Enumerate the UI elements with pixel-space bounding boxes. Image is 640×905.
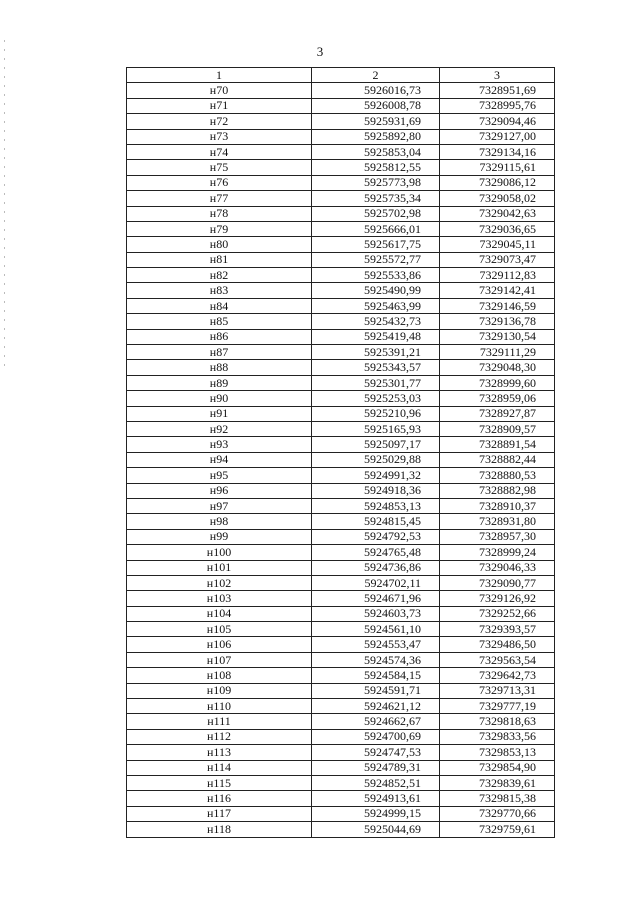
point-id-cell: н90 [127, 391, 312, 406]
table-row [127, 806, 555, 821]
y-coordinate-cell: 7329042,63 [440, 206, 555, 221]
point-id-cell: н107 [127, 652, 312, 667]
point-id-cell: н96 [127, 483, 312, 498]
x-coordinate-cell: 5925343,57 [312, 360, 440, 375]
x-coordinate-cell: 5924792,53 [312, 529, 440, 544]
table-row [127, 760, 555, 775]
point-id-cell: н116 [127, 791, 312, 806]
x-coordinate-cell: 5924662,67 [312, 714, 440, 729]
table-row [127, 437, 555, 452]
x-coordinate-cell: 5925735,34 [312, 191, 440, 206]
table-row [127, 237, 555, 252]
point-id-cell: н71 [127, 98, 312, 113]
y-coordinate-cell: 7329833,56 [440, 729, 555, 744]
table-row [127, 545, 555, 560]
x-coordinate-cell: 5925812,55 [312, 160, 440, 175]
table-row [127, 652, 555, 667]
y-coordinate-cell: 7329818,63 [440, 714, 555, 729]
x-coordinate-cell: 5925097,17 [312, 437, 440, 452]
y-coordinate-cell: 7329045,11 [440, 237, 555, 252]
point-id-cell: н106 [127, 637, 312, 652]
y-coordinate-cell: 7328927,87 [440, 406, 555, 421]
table-row [127, 221, 555, 236]
table-row [127, 714, 555, 729]
margin-scan-mark [4, 40, 5, 370]
point-id-cell: н108 [127, 668, 312, 683]
coordinates-table [126, 67, 555, 838]
x-coordinate-cell: 5924991,32 [312, 468, 440, 483]
table-row [127, 421, 555, 436]
x-coordinate-cell: 5925853,04 [312, 144, 440, 159]
point-id-cell: н103 [127, 591, 312, 606]
y-coordinate-cell: 7329146,59 [440, 298, 555, 313]
header-col-3: 3 [440, 68, 555, 83]
point-id-cell: н74 [127, 144, 312, 159]
point-id-cell: н110 [127, 699, 312, 714]
x-coordinate-cell: 5924765,48 [312, 545, 440, 560]
table-header-row [127, 68, 555, 83]
x-coordinate-cell: 5925572,77 [312, 252, 440, 267]
point-id-cell: н88 [127, 360, 312, 375]
y-coordinate-cell: 7328882,44 [440, 452, 555, 467]
y-coordinate-cell: 7329094,46 [440, 114, 555, 129]
y-coordinate-cell: 7329126,92 [440, 591, 555, 606]
x-coordinate-cell: 5924574,36 [312, 652, 440, 667]
y-coordinate-cell: 7329777,19 [440, 699, 555, 714]
y-coordinate-cell: 7328999,60 [440, 375, 555, 390]
point-id-cell: н93 [127, 437, 312, 452]
x-coordinate-cell: 5925931,69 [312, 114, 440, 129]
point-id-cell: н76 [127, 175, 312, 190]
y-coordinate-cell: 7329136,78 [440, 314, 555, 329]
y-coordinate-cell: 7329115,61 [440, 160, 555, 175]
point-id-cell: н109 [127, 683, 312, 698]
table-row [127, 498, 555, 513]
x-coordinate-cell: 5924621,12 [312, 699, 440, 714]
table-row [127, 391, 555, 406]
table-row [127, 529, 555, 544]
y-coordinate-cell: 7329853,13 [440, 745, 555, 760]
point-id-cell: н73 [127, 129, 312, 144]
x-coordinate-cell: 5924603,73 [312, 606, 440, 621]
point-id-cell: н117 [127, 806, 312, 821]
table-row [127, 822, 555, 837]
x-coordinate-cell: 5924584,15 [312, 668, 440, 683]
point-id-cell: н83 [127, 283, 312, 298]
y-coordinate-cell: 7329815,38 [440, 791, 555, 806]
x-coordinate-cell: 5926008,78 [312, 98, 440, 113]
x-coordinate-cell: 5925165,93 [312, 421, 440, 436]
table-row [127, 668, 555, 683]
table-row [127, 622, 555, 637]
point-id-cell: н87 [127, 345, 312, 360]
y-coordinate-cell: 7329142,41 [440, 283, 555, 298]
x-coordinate-cell: 5925892,80 [312, 129, 440, 144]
point-id-cell: н92 [127, 421, 312, 436]
table-row [127, 452, 555, 467]
point-id-cell: н100 [127, 545, 312, 560]
point-id-cell: н104 [127, 606, 312, 621]
x-coordinate-cell: 5925432,73 [312, 314, 440, 329]
x-coordinate-cell: 5925490,99 [312, 283, 440, 298]
table-row [127, 175, 555, 190]
table-row [127, 775, 555, 790]
y-coordinate-cell: 7329134,16 [440, 144, 555, 159]
x-coordinate-cell: 5924789,31 [312, 760, 440, 775]
x-coordinate-cell: 5924736,86 [312, 560, 440, 575]
y-coordinate-cell: 7328951,69 [440, 83, 555, 98]
x-coordinate-cell: 5925773,98 [312, 175, 440, 190]
x-coordinate-cell: 5925533,86 [312, 268, 440, 283]
y-coordinate-cell: 7329252,66 [440, 606, 555, 621]
table-row [127, 252, 555, 267]
y-coordinate-cell: 7329854,90 [440, 760, 555, 775]
y-coordinate-cell: 7328931,80 [440, 514, 555, 529]
y-coordinate-cell: 7329759,61 [440, 822, 555, 837]
x-coordinate-cell: 5924671,96 [312, 591, 440, 606]
table-row [127, 360, 555, 375]
y-coordinate-cell: 7329563,54 [440, 652, 555, 667]
point-id-cell: н118 [127, 822, 312, 837]
point-id-cell: н78 [127, 206, 312, 221]
point-id-cell: н114 [127, 760, 312, 775]
x-coordinate-cell: 5925301,77 [312, 375, 440, 390]
point-id-cell: н82 [127, 268, 312, 283]
y-coordinate-cell: 7328999,24 [440, 545, 555, 560]
table-row [127, 98, 555, 113]
table-row [127, 144, 555, 159]
table-row [127, 791, 555, 806]
y-coordinate-cell: 7329036,65 [440, 221, 555, 236]
y-coordinate-cell: 7329058,02 [440, 191, 555, 206]
table-row [127, 468, 555, 483]
point-id-cell: н84 [127, 298, 312, 313]
table-row [127, 283, 555, 298]
table-body [127, 83, 555, 837]
y-coordinate-cell: 7329090,77 [440, 575, 555, 590]
table-row [127, 591, 555, 606]
point-id-cell: н97 [127, 498, 312, 513]
table-row [127, 191, 555, 206]
table-row [127, 83, 555, 98]
table-row [127, 345, 555, 360]
table-row [127, 298, 555, 313]
x-coordinate-cell: 5925044,69 [312, 822, 440, 837]
table-row [127, 560, 555, 575]
point-id-cell: н89 [127, 375, 312, 390]
x-coordinate-cell: 5924591,71 [312, 683, 440, 698]
point-id-cell: н115 [127, 775, 312, 790]
page-number: 3 [316, 44, 324, 59]
y-coordinate-cell: 7328910,37 [440, 498, 555, 513]
point-id-cell: н101 [127, 560, 312, 575]
table-row [127, 575, 555, 590]
x-coordinate-cell: 5925702,98 [312, 206, 440, 221]
x-coordinate-cell: 5924561,10 [312, 622, 440, 637]
x-coordinate-cell: 5924853,13 [312, 498, 440, 513]
x-coordinate-cell: 5924702,11 [312, 575, 440, 590]
header-col-1: 1 [127, 68, 312, 83]
x-coordinate-cell: 5924918,36 [312, 483, 440, 498]
point-id-cell: н98 [127, 514, 312, 529]
y-coordinate-cell: 7328995,76 [440, 98, 555, 113]
point-id-cell: н111 [127, 714, 312, 729]
table-row [127, 406, 555, 421]
y-coordinate-cell: 7329130,54 [440, 329, 555, 344]
y-coordinate-cell: 7328891,54 [440, 437, 555, 452]
y-coordinate-cell: 7329086,12 [440, 175, 555, 190]
x-coordinate-cell: 5925210,96 [312, 406, 440, 421]
point-id-cell: н112 [127, 729, 312, 744]
x-coordinate-cell: 5924700,69 [312, 729, 440, 744]
y-coordinate-cell: 7329073,47 [440, 252, 555, 267]
y-coordinate-cell: 7329713,31 [440, 683, 555, 698]
point-id-cell: н86 [127, 329, 312, 344]
x-coordinate-cell: 5924999,15 [312, 806, 440, 821]
x-coordinate-cell: 5925029,88 [312, 452, 440, 467]
point-id-cell: н94 [127, 452, 312, 467]
table-row [127, 160, 555, 175]
y-coordinate-cell: 7329770,66 [440, 806, 555, 821]
point-id-cell: н105 [127, 622, 312, 637]
y-coordinate-cell: 7329839,61 [440, 775, 555, 790]
table-row [127, 375, 555, 390]
y-coordinate-cell: 7328957,30 [440, 529, 555, 544]
table-row [127, 206, 555, 221]
table-row [127, 699, 555, 714]
point-id-cell: н70 [127, 83, 312, 98]
point-id-cell: н113 [127, 745, 312, 760]
x-coordinate-cell: 5925463,99 [312, 298, 440, 313]
header-col-2: 2 [312, 68, 440, 83]
table-row [127, 514, 555, 529]
point-id-cell: н95 [127, 468, 312, 483]
x-coordinate-cell: 5925617,75 [312, 237, 440, 252]
x-coordinate-cell: 5925253,03 [312, 391, 440, 406]
x-coordinate-cell: 5925391,21 [312, 345, 440, 360]
point-id-cell: н80 [127, 237, 312, 252]
table-row [127, 637, 555, 652]
x-coordinate-cell: 5924852,51 [312, 775, 440, 790]
y-coordinate-cell: 7328880,53 [440, 468, 555, 483]
y-coordinate-cell: 7329393,57 [440, 622, 555, 637]
point-id-cell: н75 [127, 160, 312, 175]
table-row [127, 268, 555, 283]
table-row [127, 329, 555, 344]
y-coordinate-cell: 7329127,00 [440, 129, 555, 144]
y-coordinate-cell: 7329046,33 [440, 560, 555, 575]
point-id-cell: н81 [127, 252, 312, 267]
table-row [127, 314, 555, 329]
y-coordinate-cell: 7329048,30 [440, 360, 555, 375]
table-row [127, 606, 555, 621]
y-coordinate-cell: 7329111,29 [440, 345, 555, 360]
x-coordinate-cell: 5926016,73 [312, 83, 440, 98]
x-coordinate-cell: 5924747,53 [312, 745, 440, 760]
table-row [127, 114, 555, 129]
x-coordinate-cell: 5924913,61 [312, 791, 440, 806]
table-row [127, 729, 555, 744]
point-id-cell: н91 [127, 406, 312, 421]
point-id-cell: н72 [127, 114, 312, 129]
table-row [127, 129, 555, 144]
table-row [127, 745, 555, 760]
x-coordinate-cell: 5924815,45 [312, 514, 440, 529]
y-coordinate-cell: 7329112,83 [440, 268, 555, 283]
x-coordinate-cell: 5924553,47 [312, 637, 440, 652]
x-coordinate-cell: 5925419,48 [312, 329, 440, 344]
point-id-cell: н99 [127, 529, 312, 544]
table-row [127, 683, 555, 698]
point-id-cell: н102 [127, 575, 312, 590]
table-row [127, 483, 555, 498]
point-id-cell: н77 [127, 191, 312, 206]
point-id-cell: н79 [127, 221, 312, 236]
y-coordinate-cell: 7328882,98 [440, 483, 555, 498]
x-coordinate-cell: 5925666,01 [312, 221, 440, 236]
y-coordinate-cell: 7328909,57 [440, 421, 555, 436]
y-coordinate-cell: 7329486,50 [440, 637, 555, 652]
point-id-cell: н85 [127, 314, 312, 329]
y-coordinate-cell: 7328959,06 [440, 391, 555, 406]
y-coordinate-cell: 7329642,73 [440, 668, 555, 683]
